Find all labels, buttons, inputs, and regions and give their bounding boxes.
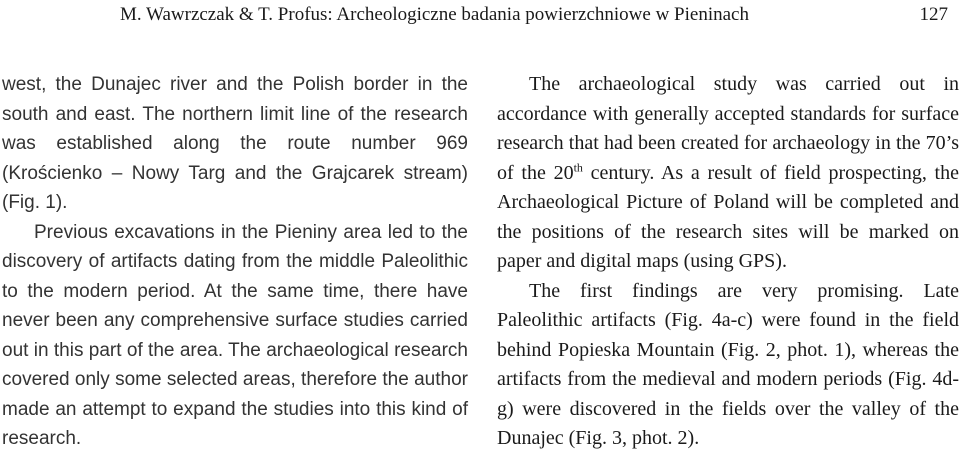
running-header bbox=[0, 0, 960, 30]
left-text-column bbox=[2, 70, 468, 454]
right-paragraph-1-text: The archaeological study was carried out in accordance with generally accepted standards for surface research that had been created for archaeology in the 70’s of the 20 bbox=[497, 73, 959, 184]
running-header-title: M. Wawrzczak & T. Profus: Archeologiczne badania powierzchniowe w Pieninach bbox=[120, 4, 749, 25]
left-paragraph-1: west, the Dunajec river and the Polish border in the south and east. The northern limit line of the research was established along the route number 969 (Krościenko – Nowy Targ and the Grajcarek stream) (Fig. 1). bbox=[2, 74, 468, 213]
right-paragraph-2: The first findings are very promising. Late Paleolithic artifacts (Fig. 4a-c) were found in the field behind Popieska Mountain (Fig. 2, phot. 1), whereas the artifacts from the medieval and modern periods (Fig. 4d-g) were discovered in the fields over the valley of the Dunajec (Fig. 3, phot. 2). bbox=[497, 279, 959, 449]
right-paragraph-1 bbox=[497, 70, 959, 277]
left-paragraph-2: Previous excavations in the Pieniny area led to the discovery of artifacts dating from the middle Paleolithic to the modern period. At the same time, there have never been any comprehensive surface studies carried out in this part of the area. The archaeological research covered only some selected areas, therefore the author made an attempt to expand the studies into this kind of research. bbox=[2, 221, 468, 449]
superscript-th: th bbox=[573, 159, 583, 174]
right-paragraph-1-text-cont: century. As a result of field prospecting, the Archaeological Picture of Poland will be completed and the positions of the research sites will be marked on paper and digital maps (using GPS). bbox=[497, 161, 959, 272]
right-text-column bbox=[497, 70, 959, 454]
page-number: 127 bbox=[919, 4, 948, 25]
